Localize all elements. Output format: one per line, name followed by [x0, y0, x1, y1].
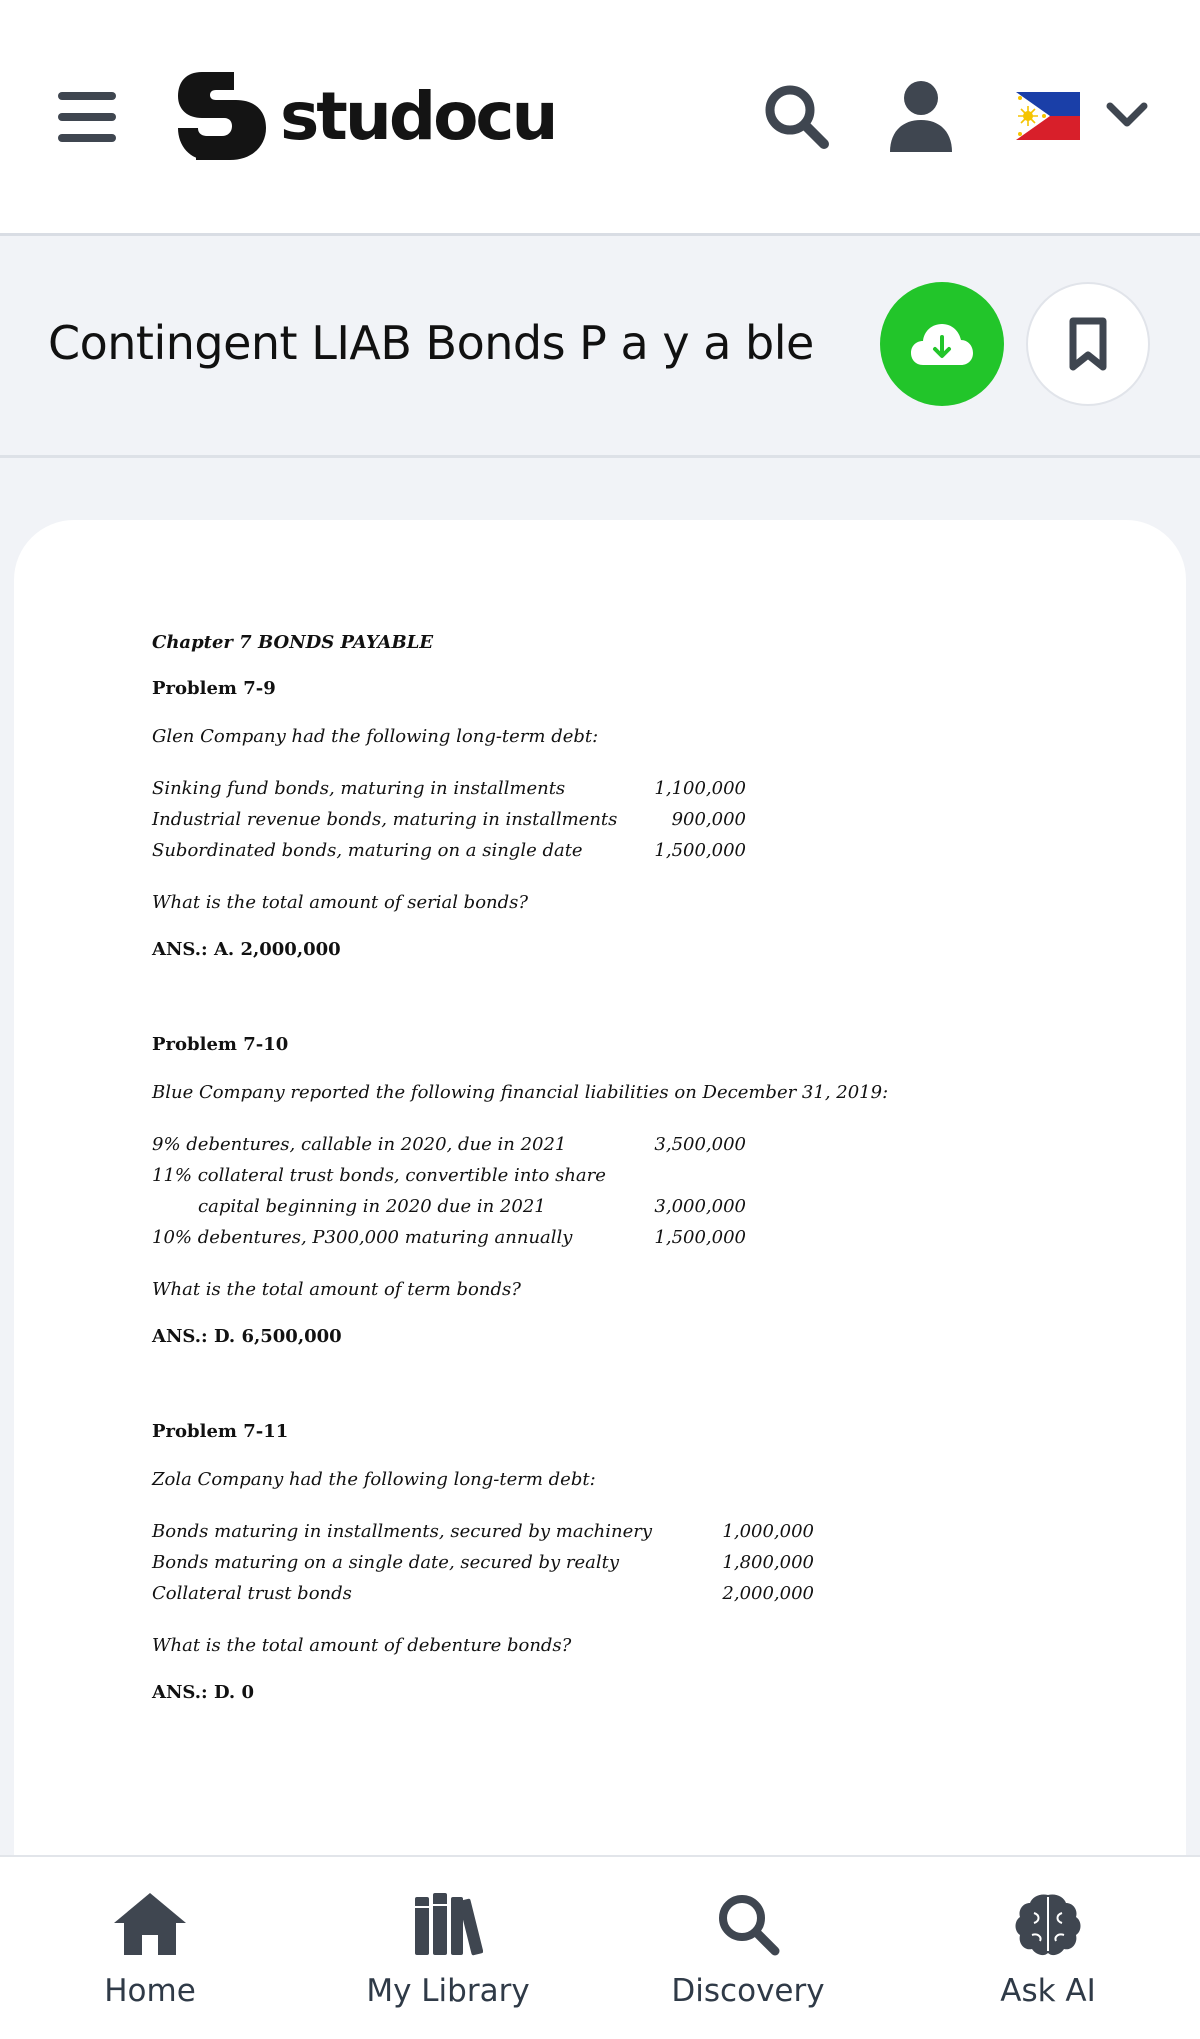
table-row — [152, 1222, 746, 1253]
debt-amount: 3,000,000 — [654, 1196, 746, 1217]
download-button[interactable] — [880, 282, 1004, 406]
menu-icon[interactable] — [58, 92, 116, 142]
nav-label: Discovery — [671, 1973, 825, 2009]
debt-label: 11% collateral trust bonds, convertible into share — [152, 1165, 606, 1186]
table-row — [152, 1547, 814, 1578]
table-row — [152, 1516, 814, 1547]
nav-item-ask-ai[interactable] — [938, 1887, 1158, 2009]
debt-label: capital beginning in 2020 due in 2021 — [198, 1196, 546, 1217]
problem-answer: ANS.: A. 2,000,000 — [152, 939, 341, 960]
debt-amount: 1,800,000 — [722, 1552, 814, 1573]
table-row — [152, 1578, 814, 1609]
nav-label: Home — [104, 1973, 196, 2009]
library-icon — [413, 1891, 483, 1957]
problem-question: What is the total amount of serial bonds? — [152, 892, 529, 913]
table-row — [152, 804, 746, 835]
problem-section — [152, 678, 1052, 960]
problem-intro: Glen Company had the following long-term debt: — [152, 726, 599, 747]
studocu-logo[interactable] — [172, 66, 556, 166]
chevron-down-icon[interactable] — [1105, 98, 1149, 132]
debt-label: Bonds maturing in installments, secured by machinery — [152, 1521, 653, 1542]
document-title: Contingent LIAB Bonds P a y a ble — [48, 316, 814, 370]
table-row — [152, 835, 746, 866]
problem-section — [152, 1034, 1052, 1347]
debt-label: Sinking fund bonds, maturing in installments — [152, 778, 566, 799]
nav-item-discovery[interactable] — [638, 1887, 858, 2009]
table-row — [152, 1129, 746, 1160]
debt-label: Bonds maturing on a single date, secured by realty — [152, 1552, 620, 1573]
debt-label: 9% debentures, callable in 2020, due in 2021 — [152, 1134, 567, 1155]
philippines-flag-icon[interactable] — [1016, 92, 1080, 140]
problem-answer: ANS.: D. 0 — [152, 1682, 254, 1703]
debt-table — [152, 1129, 746, 1253]
bookmark-button[interactable] — [1026, 282, 1150, 406]
debt-table — [152, 1516, 814, 1609]
nav-item-my-library[interactable] — [338, 1887, 558, 2009]
nav-label: My Library — [366, 1973, 530, 2009]
problem-heading: Problem 7-11 — [152, 1421, 289, 1442]
document-content — [152, 632, 1052, 1703]
problem-answer: ANS.: D. 6,500,000 — [152, 1326, 342, 1347]
top-navigation-bar — [0, 0, 1200, 236]
document-title-bar — [0, 236, 1200, 458]
problem-heading: Problem 7-10 — [152, 1034, 289, 1055]
problem-question: What is the total amount of term bonds? — [152, 1279, 521, 1300]
search-icon — [715, 1891, 781, 1957]
debt-amount: 1,500,000 — [654, 840, 746, 861]
problem-intro: Zola Company had the following long-term debt: — [152, 1469, 596, 1490]
debt-label: Industrial revenue bonds, maturing in installments — [152, 809, 618, 830]
search-icon[interactable] — [760, 80, 832, 152]
debt-label: 10% debentures, P300,000 maturing annually — [152, 1227, 573, 1248]
nav-label: Ask AI — [1000, 1973, 1096, 2009]
debt-amount: 2,000,000 — [722, 1583, 814, 1604]
bookmark-icon — [1068, 317, 1108, 371]
debt-label: Collateral trust bonds — [152, 1583, 352, 1604]
debt-table — [152, 773, 746, 866]
debt-amount: 1,500,000 — [654, 1227, 746, 1248]
home-icon — [112, 1891, 188, 1957]
problem-question: What is the total amount of debenture bonds? — [152, 1635, 572, 1656]
studocu-logo-mark-icon — [172, 66, 272, 166]
debt-amount — [652, 1160, 746, 1191]
chapter-heading: Chapter 7 BONDS PAYABLE — [152, 632, 434, 653]
debt-label: Subordinated bonds, maturing on a single date — [152, 840, 583, 861]
table-row — [152, 1160, 746, 1191]
cloud-download-icon — [909, 321, 975, 367]
nav-item-home[interactable] — [40, 1887, 260, 2009]
table-row — [152, 773, 746, 804]
problem-heading: Problem 7-9 — [152, 678, 276, 699]
bottom-navigation — [0, 1855, 1200, 2039]
document-page — [14, 520, 1186, 1860]
user-icon[interactable] — [888, 80, 954, 152]
problem-intro: Blue Company reported the following financial liabilities on December 31, 2019: — [152, 1082, 889, 1103]
brain-icon — [1014, 1891, 1082, 1957]
table-row — [152, 1191, 746, 1222]
debt-amount: 1,000,000 — [722, 1521, 814, 1542]
debt-amount: 900,000 — [671, 809, 746, 830]
problem-section — [152, 1421, 1052, 1703]
debt-amount: 3,500,000 — [654, 1134, 746, 1155]
logo-text: studocu — [280, 77, 556, 155]
debt-amount: 1,100,000 — [654, 778, 746, 799]
